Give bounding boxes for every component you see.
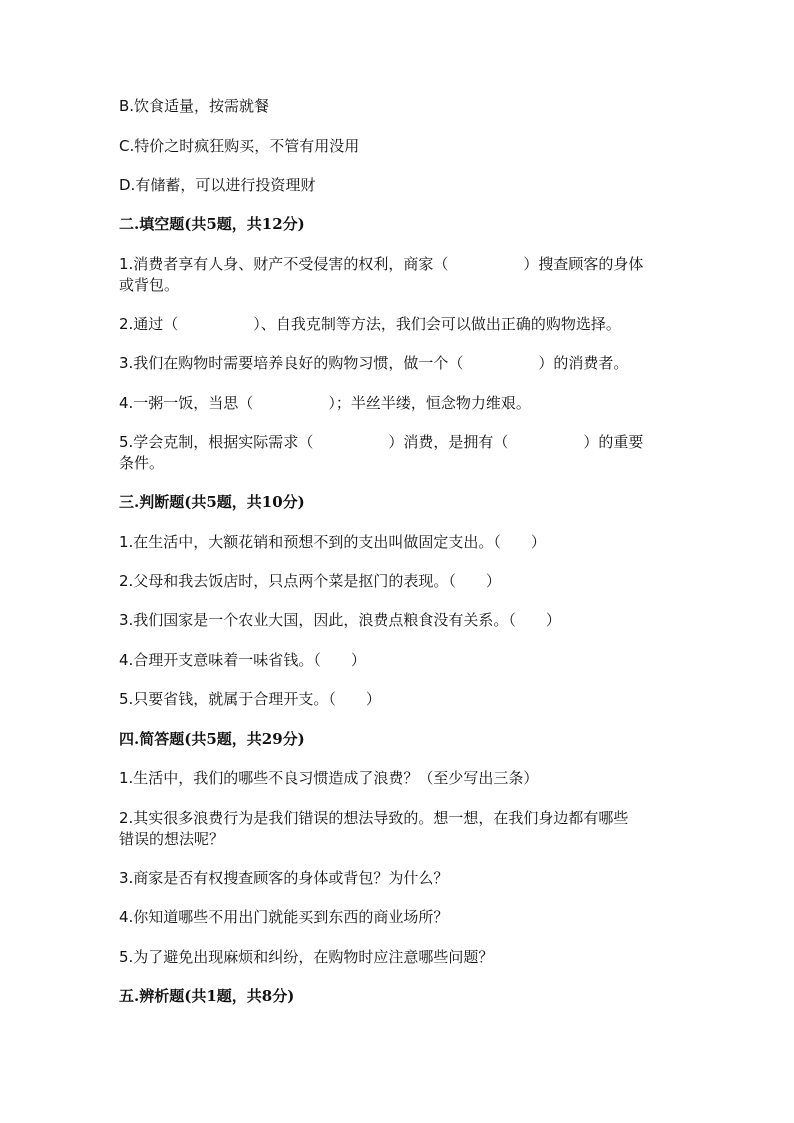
fill-blank-question-5-line-1: 5.学会克制，根据实际需求（ ）消费，是拥有（ ）的重要 xyxy=(119,433,644,451)
true-false-question-1: 1.在生活中，大额花销和预想不到的支出叫做固定支出。（ ） xyxy=(119,533,546,551)
short-answer-question-1: 1.生活中，我们的哪些不良习惯造成了浪费？（至少写出三条） xyxy=(119,769,539,787)
section-heading-analysis: 五.辨析题(共1题，共8分) xyxy=(119,987,295,1005)
fill-blank-question-4: 4.一粥一饭，当思（ ）；半丝半缕，恒念物力维艰。 xyxy=(119,394,531,412)
fill-blank-question-3: 3.我们在购物时需要培养良好的购物习惯，做一个（ ）的消费者。 xyxy=(119,354,629,372)
option-b: B.饮食适量，按需就餐 xyxy=(119,97,270,115)
true-false-question-5: 5.只要省钱，就属于合理开支。（ ） xyxy=(119,690,381,708)
true-false-question-4: 4.合理开支意味着一味省钱。（ ） xyxy=(119,651,366,669)
section-heading-fill-blank: 二.填空题(共5题，共12分) xyxy=(119,215,305,233)
fill-blank-question-1-line-1: 1.消费者享有人身、财产不受侵害的权利，商家（ ）搜查顾客的身体 xyxy=(119,255,644,273)
fill-blank-question-1-line-2: 或背包。 xyxy=(119,276,180,294)
short-answer-question-3: 3.商家是否有权搜查顾客的身体或背包？为什么？ xyxy=(119,869,449,887)
true-false-question-2: 2.父母和我去饭店时，只点两个菜是抠门的表现。（ ） xyxy=(119,572,501,590)
fill-blank-question-5-line-2: 条件。 xyxy=(119,454,165,472)
true-false-question-3: 3.我们国家是一个农业大国，因此，浪费点粮食没有关系。（ ） xyxy=(119,611,561,629)
short-answer-question-2-line-2: 错误的想法呢？ xyxy=(119,830,225,848)
section-heading-short-answer: 四.简答题(共5题，共29分) xyxy=(119,730,305,748)
short-answer-question-2-line-1: 2.其实很多浪费行为是我们错误的想法导致的。想一想，在我们身边都有哪些 xyxy=(119,809,629,827)
section-heading-true-false: 三.判断题(共5题，共10分) xyxy=(119,493,305,511)
short-answer-question-5: 5.为了避免出现麻烦和纠纷，在购物时应注意哪些问题？ xyxy=(119,948,494,966)
short-answer-question-4: 4.你知道哪些不用出门就能买到东西的商业场所？ xyxy=(119,908,449,926)
fill-blank-question-2: 2.通过（ ）、自我克制等方法，我们会可以做出正确的购物选择。 xyxy=(119,315,621,333)
option-d: D.有储蓄，可以进行投资理财 xyxy=(119,176,316,194)
option-c: C.特价之时疯狂购买，不管有用没用 xyxy=(119,137,360,155)
